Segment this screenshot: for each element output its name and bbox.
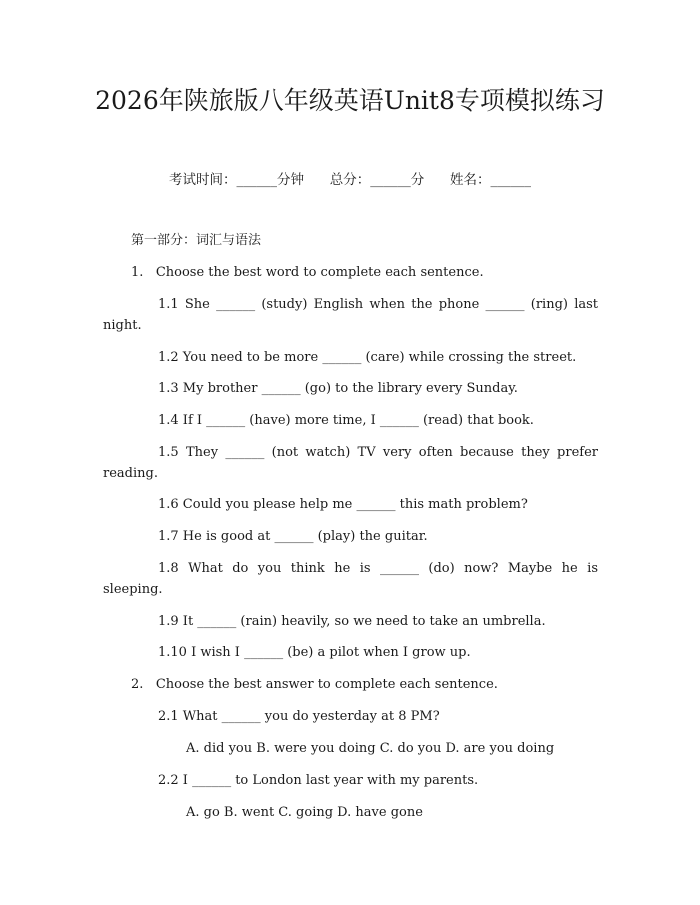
answer-options: A. did you B. were you doing C. do you D. are you doing bbox=[186, 741, 555, 756]
question-item: 1.3 My brother ______ (go) to the library every Sunday. bbox=[158, 381, 518, 396]
question-item: 1.6 Could you please help me ______ this math problem? bbox=[158, 497, 528, 512]
question-item: 1.7 He is good at ______ (play) the guitar. bbox=[158, 529, 428, 544]
question-2-header bbox=[131, 674, 498, 695]
question-item: 1.5 They ______ (not watch) TV very often because they prefer reading. bbox=[103, 445, 598, 481]
question-prompt: Choose the best word to complete each sentence. bbox=[155, 265, 484, 280]
exam-meta bbox=[0, 168, 700, 188]
answer-options: A. go B. went C. going D. have gone bbox=[186, 805, 423, 820]
student-name-label: 姓名：______ bbox=[450, 172, 531, 188]
question-number: 2. bbox=[131, 677, 144, 692]
question-item: 1.4 If I ______ (have) more time, I ______ (read) that book. bbox=[158, 413, 534, 428]
question-prompt: Choose the best answer to complete each sentence. bbox=[155, 677, 498, 692]
document-title: 2026年陕旅版八年级英语Unit8专项模拟练习 bbox=[95, 86, 605, 115]
total-score-label: 总分：______分 bbox=[329, 172, 425, 188]
question-stem: 2.1 What ______ you do yesterday at 8 PM? bbox=[158, 709, 440, 724]
section-heading: 第一部分：词汇与语法 bbox=[131, 233, 262, 248]
question-item: 1.9 It ______ (rain) heavily, so we need to take an umbrella. bbox=[158, 614, 546, 629]
question-stem: 2.2 I ______ to London last year with my parents. bbox=[158, 773, 479, 788]
question-item: 1.2 You need to be more ______ (care) while crossing the street. bbox=[158, 350, 577, 365]
question-item: 1.10 I wish I ______ (be) a pilot when I grow up. bbox=[158, 645, 471, 660]
exam-time-label: 考试时间：______分钟 bbox=[169, 172, 304, 188]
question-1-header bbox=[131, 262, 484, 283]
question-number: 1. bbox=[131, 265, 144, 280]
question-item: 1.8 What do you think he is ______ (do) now? Maybe he is sleeping. bbox=[103, 561, 598, 597]
question-item: 1.1 She ______ (study) English when the phone ______ (ring) last night. bbox=[103, 297, 598, 333]
